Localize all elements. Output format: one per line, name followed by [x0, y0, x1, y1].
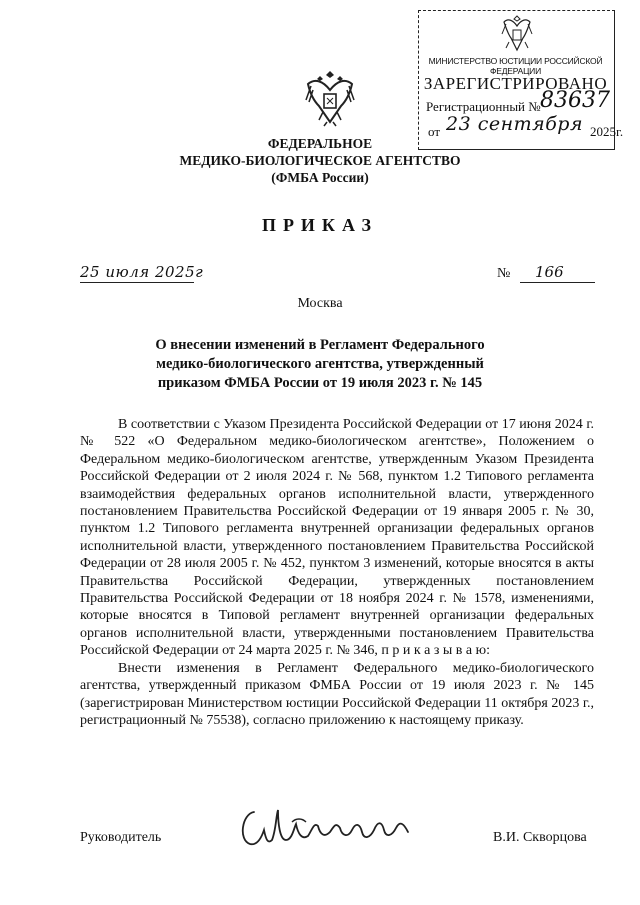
coat-of-arms-icon [498, 12, 536, 56]
handwritten-signature [232, 800, 422, 860]
agency-abbreviation: (ФМБА России) [271, 170, 369, 185]
body-paragraph-1: В соответствии с Указом Президента Российской Федерации от 17 июня 2024 г. № 522 «О Федеральном медико-биологическом агентстве», Положением о Федеральном медико-биологическом агентстве, утвержденным Указом Президента Российской Федерации от 2 июля 2024 г. № 568, пунктом 1.2 Типового регламента взаимодействия федеральных органов исполнительной власти, утвержденного постановлением Правительства Российской Федерации от 19 января 2005 г. № 30, пунктом 1.2 Типового регламента внутренней организации федеральных органов исполнительной власти, утвержденного постановлением Правительства Российской Федерации от 28 июля 2005 г. № 452, пунктом 3 изменений, которые вносятся в акты Правительства Российской Федерации, утвержденных постановлением Правительства Российской Федерации от 18 ноября 2024 г. № 1578, изменениями, которые вносятся в Типовой регламент внутренней организации федеральных органов исполнительной власти, утвержденными постановлением Правительства Российской Федерации от 24 марта 2025 г. № 346, п р и к а з ы в а ю: [80, 417, 594, 659]
order-body [80, 416, 594, 729]
signatory-name: В.И. Скворцова [493, 830, 587, 845]
body-paragraph-2: Внести изменения в Регламент Федерального медико-биологического агентства, утвержденный приказом ФМБА России от 19 июля 2023 г. № 145 (зарегистрирован Министерством юстиции Российской Федерации 11 октября 2023 г., регистрационный № 75538), согласно приложению к настоящему приказу. [80, 660, 594, 728]
city: Москва [297, 296, 343, 311]
agency-name-line2: МЕДИКО-БИОЛОГИЧЕСКОЕ АГЕНТСТВО [179, 153, 461, 168]
order-title: О внесении изменений в Регламент Федерального медико-биологического агентства, утвержденный приказом ФМБА России от 19 июля 2023 г. № 145 [155, 337, 485, 391]
agency-name-line1: ФЕДЕРАЛЬНОЕ [267, 136, 373, 151]
order-date: 25 июля 2025г [80, 263, 204, 281]
order-date-underline [80, 282, 194, 283]
stamp-date-prefix: от [428, 124, 441, 139]
stamp-ministry: МИНИСТЕРСТВО ЮСТИЦИИ РОССИЙСКОЙ ФЕДЕРАЦИИ [428, 56, 603, 76]
stamp-date-handwritten: 23 сентября [446, 113, 584, 135]
document-type: ПРИКАЗ [261, 215, 379, 235]
russian-coat-of-arms-icon [303, 68, 357, 128]
stamp-date-suffix: 2025г. [590, 124, 624, 139]
order-number-label: № [497, 266, 511, 281]
stamp-registered: ЗАРЕГИСТРИРОВАНО [423, 74, 608, 93]
order-number-underline [520, 282, 595, 283]
stamp-reg-number-label: Регистрационный № [426, 99, 541, 114]
stamp-reg-number: 83637 [540, 88, 610, 113]
order-number: 166 [535, 263, 564, 281]
signatory-position: Руководитель [80, 830, 162, 845]
